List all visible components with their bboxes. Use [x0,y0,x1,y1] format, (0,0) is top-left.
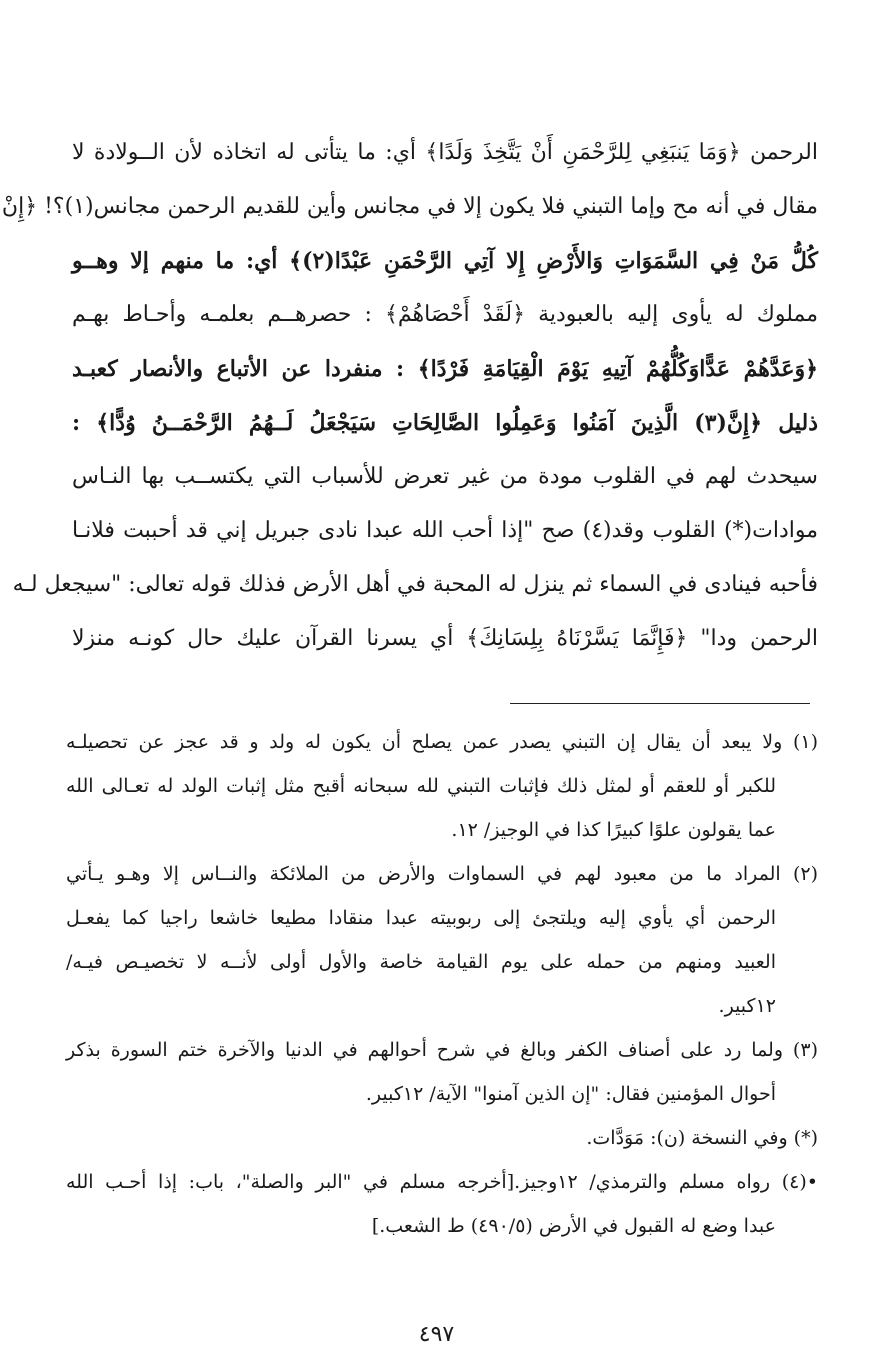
main-line: فأحبه فينادى في السماء ثم ينزل له المحبة في أهل الأرض فذلك قوله تعالى: "سيجعل لـه [12,572,818,597]
main-line: ﴿وَعَدَّهُمْ عَدًّاوَكُلُّهُمْ آتِيهِ يَوْمَ الْقِيَامَةِ فَرْدًا﴾ : منفردا عن الأتباع والأنصار كعبـد [72,356,818,382]
footnote-divider [510,703,810,704]
footnotes-block [66,720,818,1248]
footnote-line: •(٤) رواه مسلم والترمذي/ ١٢وجيز.[أخرجه مسلم في "البر والصلة"، باب: إذا أحـب الله [66,1171,818,1193]
footnote-line: الرحمن أي يأوي إليه ويلتجئ إلى ربوبيته عبدا منقادا مطيعا خاشعا راجيا كما يفعـل [66,907,776,929]
main-line: سيحدث لهم في القلوب مودة من غير تعرض للأسباب التي يكتســب بها النـاس [72,464,818,489]
main-line: مقال في أنه مح وإما التبني فلا يكون إلا في مجانس وأين للقديم الرحمن مجانس(١)؟! ﴿إِنْ [1,194,818,219]
main-line: كُلُّ مَنْ فِي السَّمَوَاتِ وَالأَرْضِ إِلا آتِي الرَّحْمَنِ عَبْدًا(٢)﴾ أي: ما منهم إلا وهــو [72,248,818,274]
main-line: مملوك له يأوى إليه بالعبودية ﴿لَقَدْ أَحْصَاهُمْ﴾ : حصرهــم بعلمـه وأحـاط بهـم [72,302,818,327]
footnote-line: للكبر أو للعقم أو لمثل ذلك فإثبات التبني لله سبحانه أقبح مثل إثبات الولد له تعـالى الله [66,775,776,797]
footnote-line: (١) ولا يبعد أن يقال إن التبني يصدر عمن يصلح أن يكون له ولد و قد عجز عن تحصيلـه [66,731,818,753]
footnote-line: عما يقولون علوًا كبيرًا كذا في الوجيز/ ١٢. [451,819,776,841]
main-text-block [1,126,819,666]
footnote-line: العبيد ومنهم من حمله على يوم القيامة خاصة والأول أولى لأنــه لا تخصيـص فيـه/ [66,951,776,973]
footnote-line: (٢) المراد ما من معبود لهم في السماوات والأرض من الملائكة والنــاس إلا وهـو يـأتي [66,863,818,885]
footnote-line: (٣) ولما رد على أصناف الكفر وبالغ في شرح أحوالهم في الدنيا والآخرة ختم السورة بذكر [66,1039,818,1061]
main-line: الرحمن ﴿وَمَا يَنبَغِي لِلرَّحْمَنِ أَنْ يَتَّخِذَ وَلَدًا﴾ أي: ما يتأتى له اتخاذه لأن الــولادة لا [72,140,818,165]
main-line: الرحمن ودا" ﴿فَإِنَّمَا يَسَّرْنَاهُ بِلِسَانِكَ﴾ أي يسرنا القرآن عليك حال كونـه منزلا [72,626,818,651]
footnote-line: عبدا وضع له القبول في الأرض (٤٩٠/٥) ط الشعب.] [371,1215,776,1237]
footnote-line: ١٢كبير. [718,995,776,1017]
main-line: موادات(*) القلوب وقد(٤) صح "إذا أحب الله عبدا نادى جبريل إني قد أحببت فلانـا [72,518,819,543]
footnote-line: أحوال المؤمنين فقال: "إن الذين آمنوا" الآية/ ١٢كبير. [365,1083,776,1105]
main-line: ذليل ﴿إِنَّ(٣) الَّذِينَ آمَنُوا وَعَمِلُوا الصَّالِحَاتِ سَيَجْعَلُ لَــهُمُ الرَّحْمَــنُ وُدًّا﴾ : [72,410,818,436]
page-number: ٤٩٧ [418,1322,455,1347]
footnote-line: (*) وفي النسخة (ن): مَوَدَّات. [586,1127,818,1149]
